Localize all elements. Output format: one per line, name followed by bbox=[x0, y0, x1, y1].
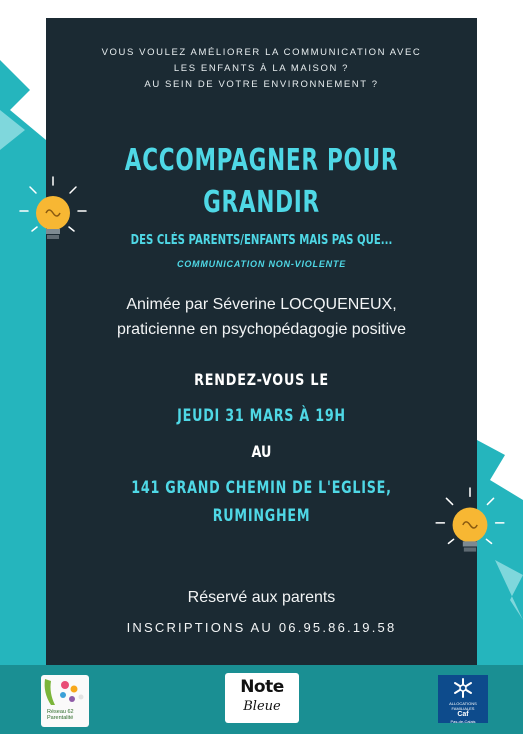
rdv-label: RENDEZ-VOUS LE bbox=[194, 370, 329, 389]
address-town: RUMINGHEM bbox=[212, 506, 311, 526]
audience-note: Réservé aux parents bbox=[187, 589, 336, 606]
intro-line: VOUS VOULEZ AMÉLIORER LA COMMUNICATION AVEC bbox=[101, 47, 422, 58]
event-date: JEUDI 31 MARS À 19H bbox=[177, 406, 346, 426]
logo-mid-title: Note bbox=[240, 677, 284, 697]
facilitator-info bbox=[46, 292, 477, 342]
event-address bbox=[100, 474, 423, 530]
left-zigzag-band bbox=[0, 60, 46, 665]
caf-logo bbox=[438, 675, 488, 723]
logo-right-line: ALLOCATIONS bbox=[449, 701, 477, 706]
logo-right-line: Pas-de-Calais bbox=[450, 719, 476, 724]
event-subtitle: DES CLÉS PARENTS/ENFANTS MAIS PAS QUE... bbox=[130, 233, 393, 248]
logo-right-line: FAMILIALES bbox=[451, 706, 475, 711]
logo-graphic bbox=[41, 675, 89, 709]
logo-right-text bbox=[438, 701, 488, 724]
location-label: AU bbox=[251, 442, 272, 461]
lightbulb-icon bbox=[18, 175, 88, 255]
logo-mid-sub: Bleue bbox=[243, 699, 281, 714]
intro-question bbox=[46, 45, 477, 93]
title-line: ACCOMPAGNER POUR bbox=[124, 143, 399, 178]
logo-right-line: Caf bbox=[457, 711, 469, 718]
facilitator-role: praticienne en psychopédagogie positive bbox=[116, 321, 407, 338]
reseau-parentalite-logo bbox=[41, 675, 89, 727]
snowflake-icon bbox=[438, 675, 488, 701]
intro-line: AU SEIN DE VOTRE ENVIRONNEMENT ? bbox=[144, 79, 379, 90]
title-line: GRANDIR bbox=[203, 185, 320, 220]
logo-left-line: Parentalité bbox=[47, 715, 74, 721]
note-bleue-logo bbox=[225, 673, 299, 723]
facilitator-name: Animée par Séverine LOCQUENEUX, bbox=[126, 296, 397, 313]
registration-phone: INSCRIPTIONS AU 06.95.86.19.58 bbox=[126, 620, 397, 635]
lightbulb-icon bbox=[432, 486, 508, 568]
intro-line: LES ENFANTS À LA MAISON ? bbox=[173, 63, 350, 74]
logo-left-line: Réseau 62 bbox=[47, 709, 74, 715]
event-title bbox=[106, 140, 416, 224]
event-tagline: COMMUNICATION NON-VIOLENTE bbox=[176, 259, 347, 269]
logo-left-text bbox=[47, 709, 74, 721]
address-street: 141 GRAND CHEMIN DE L'EGLISE, bbox=[131, 478, 392, 498]
